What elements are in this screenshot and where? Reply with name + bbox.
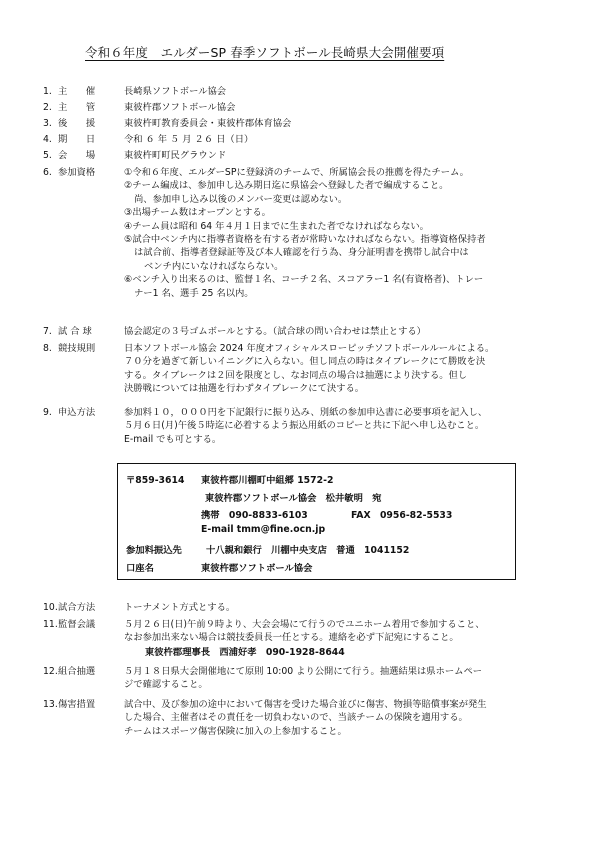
item-text: 尚、参加申し込み以後のメンバー変更は認めない。 <box>134 193 348 205</box>
recipient-name: 東彼杵郡ソフトボール協会 松井敏明 宛 <box>205 493 382 504</box>
item-text: 東彼杵町町民グラウンド <box>124 150 227 161</box>
item-text: トーナメント方式とする。 <box>124 602 236 613</box>
item-label: 参加資格 <box>58 167 96 178</box>
item-text: ベンチ内にいなければならない。 <box>144 260 284 272</box>
fax-number: FAX 0956-82-5533 <box>351 510 453 521</box>
item-number: 7. <box>43 326 52 337</box>
item-label: 試 合 球 <box>58 326 92 337</box>
item-number: 2. <box>43 102 52 113</box>
item-text: ５月１８日県大会開催地にて原則 10:00 より公開にて行う。抽選結果は県ホームペー <box>124 666 483 677</box>
chairman-contact: 東彼杵郡理事長 西浦好孝 090-1928-8644 <box>145 647 345 658</box>
item-text: チームはスポーツ傷害保険に加入の上参加すること。 <box>124 725 347 737</box>
item-number: 6. <box>43 167 52 178</box>
item-text: ⑥ベンチ入り出来るのは、監督１名、コーチ２名、スコアラー1 名(有資格者)、トレー <box>124 274 484 286</box>
item-text: ５月６日(月)午後５時迄に必着するよう振込用紙のコピーと共に下記へ申し込むこと。 <box>124 420 485 432</box>
item-text: ５月２６日(日)午前９時より、大会会場にて行うのでユニホーム着用で参加すること、 <box>124 619 485 630</box>
account-name-label: 口座名 <box>126 563 154 574</box>
item-number: 3. <box>43 118 52 129</box>
item-number: 4. <box>43 134 52 145</box>
item-text: なお参加出来ない場合は競技委員長一任とする。連絡を必ず下記宛にすること。 <box>124 632 459 644</box>
page-title: 令和６年度 エルダーSP 春季ソフトボール長崎県大会開催要項 <box>85 45 445 60</box>
item-number: 10. <box>43 602 58 613</box>
item-text: 東彼杵郡ソフトボール協会 <box>124 102 236 113</box>
item-text: 参加料１０，０００円を下記銀行に振り込み、別紙の参加申込書に必要事項を記入し、 <box>124 407 488 418</box>
item-text: 協会認定の３号ゴムボールとする。（試合球の問い合わせは禁止とする） <box>124 326 426 337</box>
item-text: ジで確認すること。 <box>124 679 208 691</box>
item-text: した場合、主催者はその責任を一切負わないので、当該チームの保険を適用する。 <box>124 712 468 724</box>
item-number: 1. <box>43 86 52 97</box>
item-text: ７０分を過ぎて新しいイニングに入らない。但し同点の時はタイブレークにて勝敗を決 <box>124 356 486 368</box>
account-name: 東彼杵郡ソフトボール協会 <box>201 563 313 574</box>
item-label: 組合抽選 <box>58 666 96 677</box>
contact-box <box>117 463 516 580</box>
item-label: 申込方法 <box>58 407 96 418</box>
item-label: 主 管 <box>58 102 96 113</box>
item-number: 11. <box>43 619 58 630</box>
item-text: 決勝戦については抽選を行わずタイブレークにて決する。 <box>124 383 365 395</box>
item-number: 8. <box>43 343 52 354</box>
item-text: ⑤試合中ベンチ内に指導者資格を有する者が常時いなければならない。指導資格保持者 <box>124 233 486 245</box>
item-label: 主 催 <box>58 86 96 97</box>
item-text: 試合中、及び参加の途中において傷害を受けた場合並びに傷害、物損等賠償事案が発生 <box>124 699 487 710</box>
item-label: 競技規則 <box>58 343 96 354</box>
item-text: ナー1 名、選手 25 名以内。 <box>134 287 254 299</box>
item-text: 日本ソフトボール協会 2024 年度オフィシャルスローピッチソフトボールルールによる。 <box>124 343 495 354</box>
item-text: する。タイブレークは２回を限度とし、なお同点の場合は抽選により決する。但し <box>124 369 468 381</box>
item-text: ②チーム編成は、参加申し込み期日迄に県協会へ登録した者で編成すること。 <box>124 180 449 192</box>
item-text: E-mail でも可とする。 <box>124 433 222 445</box>
mobile-phone: 携帯 090-8833-6103 <box>201 510 308 521</box>
item-text: 長崎県ソフトボール協会 <box>124 86 227 97</box>
item-label: 期 日 <box>58 134 96 145</box>
item-text: 東彼杵町教育委員会・東彼杵郡体育協会 <box>124 118 292 129</box>
item-text: ④チーム員は昭和 64 年４月１日までに生まれた者でなければならない。 <box>124 220 429 232</box>
item-number: 13. <box>43 699 58 710</box>
item-number: 12. <box>43 666 58 677</box>
item-label: 傷害措置 <box>58 699 96 710</box>
postal-code: 〒859-3614 <box>126 475 185 486</box>
address: 東彼杵郡川棚町中組郷 1572-2 <box>201 475 334 486</box>
item-text: は試合前、指導者登録証等及び本人確認を行う為、身分証明書を携帯し試合中は <box>134 247 469 259</box>
email-address: E-mail tmm@fine.ocn.jp <box>201 524 326 535</box>
item-label: 監督会議 <box>58 619 96 630</box>
item-label: 試合方法 <box>58 602 96 613</box>
item-number: 5. <box>43 150 52 161</box>
item-text: ③出場チーム数はオープンとする。 <box>124 207 271 219</box>
bank-label: 参加料振込先 <box>126 545 182 556</box>
item-number: 9. <box>43 407 52 418</box>
item-label: 後 援 <box>58 118 96 129</box>
item-text: ①令和６年度、エルダーSPに登録済のチームで、所属協会長の推薦を得たチーム。 <box>124 167 469 178</box>
bank-account: 十八親和銀行 川棚中央支店 普通 1041152 <box>206 545 410 556</box>
item-text: 令和 ６ 年 ５ 月 ２６ 日（日） <box>124 134 254 145</box>
item-label: 会 場 <box>58 150 96 161</box>
